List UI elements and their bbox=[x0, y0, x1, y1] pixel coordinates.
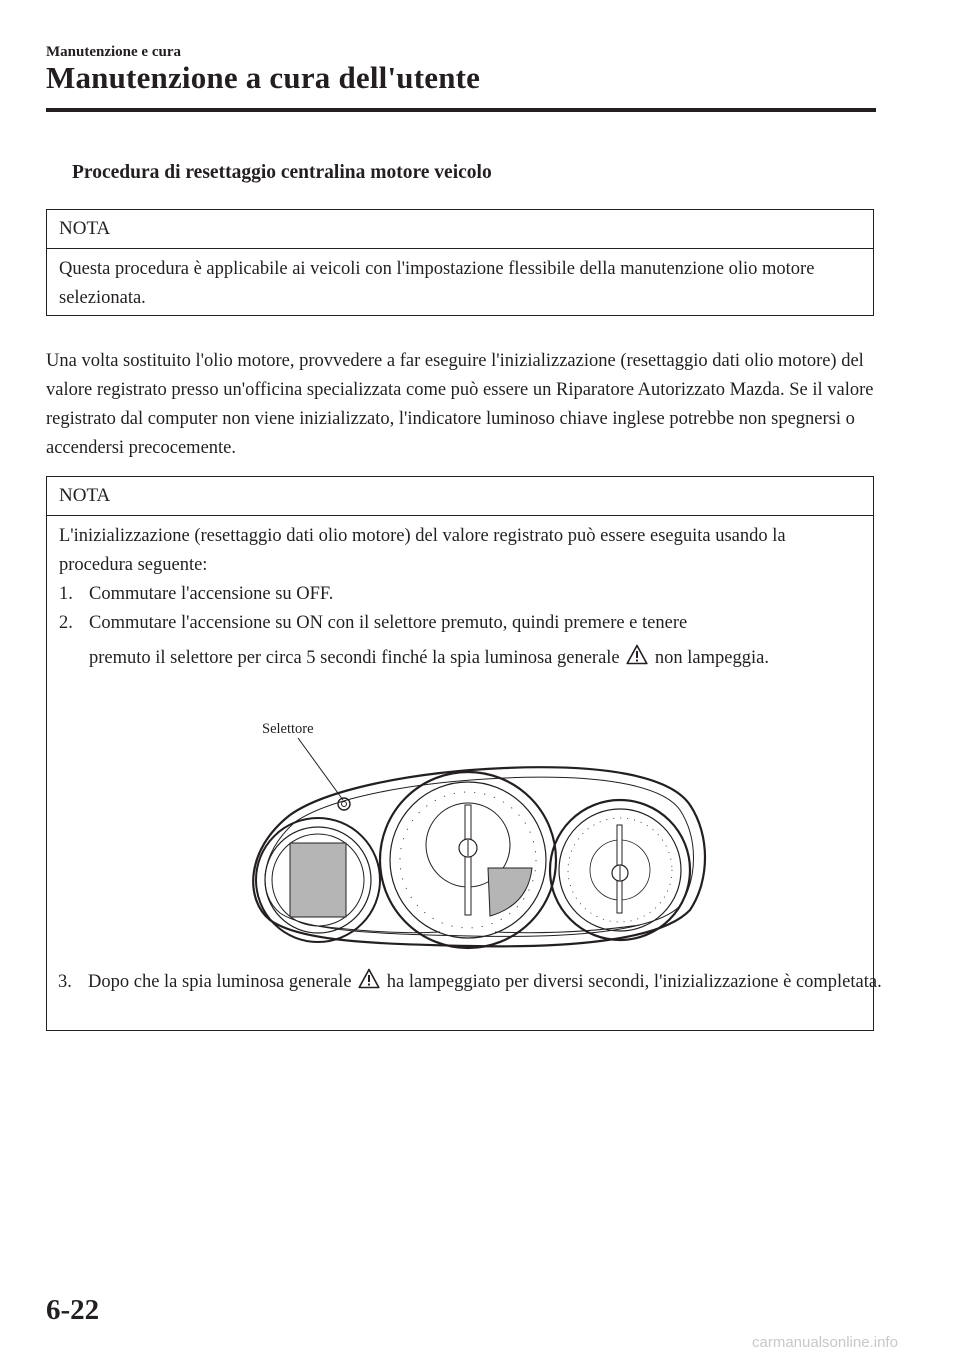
note-heading: NOTA bbox=[47, 477, 873, 516]
section-label: Manutenzione e cura bbox=[46, 44, 181, 60]
step-number: 2. bbox=[59, 613, 73, 633]
figure-label: Selettore bbox=[262, 721, 314, 737]
step-text: non lampeggia. bbox=[654, 648, 769, 668]
step-3 bbox=[58, 968, 888, 999]
watermark: carmanualsonline.info bbox=[752, 1334, 898, 1351]
page-number: 6-22 bbox=[46, 1294, 100, 1326]
step-text: ha lampeggiato per diversi secondi, l'inizializzazione è completata. bbox=[386, 972, 882, 992]
step-number: 3. bbox=[58, 972, 72, 992]
step-number: 1. bbox=[59, 584, 73, 604]
warning-triangle-icon bbox=[626, 644, 648, 675]
warning-triangle-icon bbox=[358, 968, 380, 999]
step-text: Commutare l'accensione su OFF. bbox=[89, 584, 334, 604]
note-body: Questa procedura è applicabile ai veicoli con l'impostazione flessibile della manutenzione olio motore selezionata. bbox=[59, 259, 815, 308]
title-rule bbox=[46, 108, 876, 112]
step-1 bbox=[59, 580, 861, 609]
page-title: Manutenzione a cura dell'utente bbox=[46, 60, 481, 95]
step-text: Dopo che la spia luminosa generale bbox=[88, 972, 352, 992]
subheading: Procedura di resettaggio centralina motore veicolo bbox=[72, 162, 492, 183]
instrument-cluster-figure bbox=[240, 720, 710, 965]
note-heading: NOTA bbox=[47, 210, 873, 249]
note-intro: L'inizializzazione (resettaggio dati olio motore) del valore registrato può essere eseguita usando la procedura seguente: bbox=[59, 526, 786, 575]
step-text-continued bbox=[89, 644, 861, 675]
body-paragraph: Una volta sostituito l'olio motore, provvedere a far eseguire l'inizializzazione (resettaggio dati olio motore) del valore registrato presso un'officina specializzata come può essere un Riparatore Autorizzato Mazda. Se il valore registrato dal computer non viene inizializzato, l'indicatore luminoso chiave inglese potrebbe non spegnersi o accendersi precocemente. bbox=[46, 351, 874, 458]
step-text: Commutare l'accensione su ON con il selettore premuto, quindi premere e tenere bbox=[89, 613, 688, 633]
note-body bbox=[47, 516, 873, 683]
step-text: premuto il selettore per circa 5 secondi finché la spia luminosa generale bbox=[89, 648, 620, 668]
note-box-1 bbox=[46, 209, 874, 316]
step-2 bbox=[59, 609, 861, 675]
